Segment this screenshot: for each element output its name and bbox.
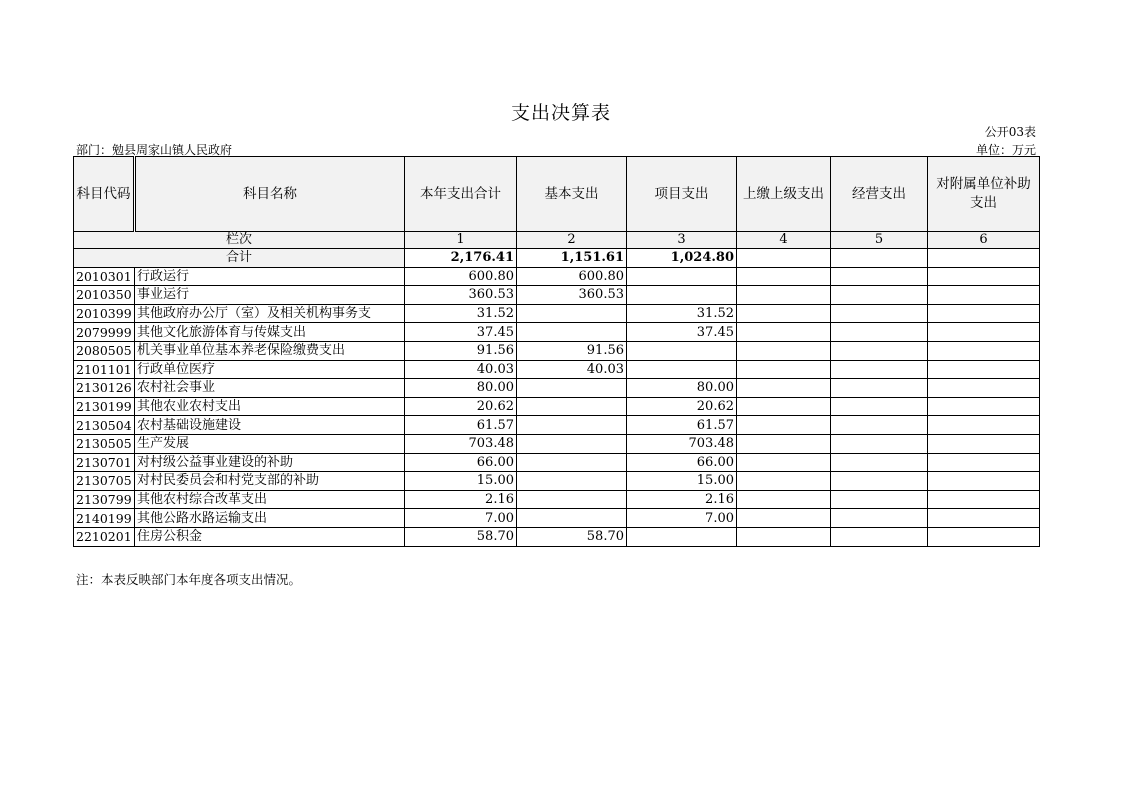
amount-cell xyxy=(928,416,1040,435)
table-row xyxy=(74,472,1040,491)
amount-cell xyxy=(517,509,627,528)
amount-cell xyxy=(517,304,627,323)
amount-cell xyxy=(627,527,737,546)
expenditure-table xyxy=(73,156,1040,547)
amount-cell xyxy=(517,453,627,472)
subject-name: 农村社会事业 xyxy=(135,379,405,398)
subject-name: 其他文化旅游体育与传媒支出 xyxy=(135,323,405,342)
amount-cell xyxy=(831,304,928,323)
header-subsidy: 对附属单位补助支出 xyxy=(928,157,1040,232)
total-row xyxy=(74,249,1040,268)
table-row xyxy=(74,397,1040,416)
amount-cell xyxy=(737,509,831,528)
table-row xyxy=(74,341,1040,360)
amount-cell: 20.62 xyxy=(627,397,737,416)
amount-cell: 600.80 xyxy=(405,267,517,286)
amount-cell xyxy=(737,341,831,360)
header-name: 科目名称 xyxy=(135,157,405,232)
table-row xyxy=(74,453,1040,472)
total-value: 2,176.41 xyxy=(405,249,517,268)
table-row xyxy=(74,360,1040,379)
amount-cell xyxy=(737,490,831,509)
amount-cell: 80.00 xyxy=(405,379,517,398)
header-project: 项目支出 xyxy=(627,157,737,232)
header-business: 经营支出 xyxy=(831,157,928,232)
subject-name: 其他农村综合改革支出 xyxy=(135,490,405,509)
lanci-col: 6 xyxy=(928,232,1040,249)
subject-code: 2130504 xyxy=(74,416,135,435)
amount-cell: 61.57 xyxy=(627,416,737,435)
total-value: 1,151.61 xyxy=(517,249,627,268)
subject-name: 农村基础设施建设 xyxy=(135,416,405,435)
amount-cell xyxy=(831,379,928,398)
subject-name: 其他农业农村支出 xyxy=(135,397,405,416)
amount-cell: 40.03 xyxy=(405,360,517,379)
amount-cell xyxy=(928,527,1040,546)
subject-name: 其他公路水路运输支出 xyxy=(135,509,405,528)
amount-cell: 7.00 xyxy=(627,509,737,528)
amount-cell: 37.45 xyxy=(405,323,517,342)
amount-cell xyxy=(737,267,831,286)
amount-cell xyxy=(517,472,627,491)
page-title: 支出决算表 xyxy=(510,102,611,124)
table-row xyxy=(74,434,1040,453)
subject-code: 2130701 xyxy=(74,453,135,472)
amount-cell: 61.57 xyxy=(405,416,517,435)
lanci-row xyxy=(74,232,1040,249)
table-row xyxy=(74,323,1040,342)
subject-code: 2130126 xyxy=(74,379,135,398)
total-value xyxy=(831,249,928,268)
subject-code: 2010301 xyxy=(74,267,135,286)
subject-code: 2080505 xyxy=(74,341,135,360)
amount-cell xyxy=(831,341,928,360)
amount-cell xyxy=(737,286,831,305)
subject-name: 其他政府办公厅（室）及相关机构事务支 xyxy=(135,304,405,323)
amount-cell: 2.16 xyxy=(405,490,517,509)
amount-cell xyxy=(928,323,1040,342)
amount-cell xyxy=(831,509,928,528)
subject-code: 2079999 xyxy=(74,323,135,342)
amount-cell: 360.53 xyxy=(405,286,517,305)
amount-cell: 20.62 xyxy=(405,397,517,416)
table-row xyxy=(74,416,1040,435)
amount-cell xyxy=(928,509,1040,528)
amount-cell xyxy=(737,416,831,435)
amount-cell xyxy=(517,416,627,435)
lanci-col: 5 xyxy=(831,232,928,249)
subject-name: 机关事业单位基本养老保险缴费支出 xyxy=(135,341,405,360)
subject-code: 2130199 xyxy=(74,397,135,416)
amount-cell xyxy=(928,490,1040,509)
amount-cell xyxy=(517,379,627,398)
amount-cell xyxy=(737,379,831,398)
amount-cell: 2.16 xyxy=(627,490,737,509)
subject-code: 2130799 xyxy=(74,490,135,509)
subject-name: 行政单位医疗 xyxy=(135,360,405,379)
subject-code: 2010350 xyxy=(74,286,135,305)
lanci-col: 1 xyxy=(405,232,517,249)
lanci-label: 栏次 xyxy=(74,232,405,249)
amount-cell: 37.45 xyxy=(627,323,737,342)
header-upper: 上缴上级支出 xyxy=(737,157,831,232)
amount-cell: 703.48 xyxy=(405,434,517,453)
amount-cell: 91.56 xyxy=(517,341,627,360)
amount-cell: 15.00 xyxy=(405,472,517,491)
total-label: 合计 xyxy=(74,249,405,268)
table-row xyxy=(74,490,1040,509)
amount-cell xyxy=(737,453,831,472)
header-total: 本年支出合计 xyxy=(405,157,517,232)
subject-code: 2101101 xyxy=(74,360,135,379)
subject-code: 2210201 xyxy=(74,527,135,546)
lanci-col: 4 xyxy=(737,232,831,249)
table-row xyxy=(74,509,1040,528)
amount-cell xyxy=(737,304,831,323)
amount-cell: 31.52 xyxy=(405,304,517,323)
total-value xyxy=(928,249,1040,268)
amount-cell xyxy=(831,397,928,416)
amount-cell xyxy=(737,434,831,453)
amount-cell xyxy=(627,341,737,360)
amount-cell: 31.52 xyxy=(627,304,737,323)
amount-cell: 66.00 xyxy=(405,453,517,472)
amount-cell xyxy=(831,416,928,435)
amount-cell xyxy=(928,434,1040,453)
amount-cell xyxy=(737,360,831,379)
subject-name: 对村民委员会和村党支部的补助 xyxy=(135,472,405,491)
subject-code: 2010399 xyxy=(74,304,135,323)
amount-cell xyxy=(831,527,928,546)
amount-cell xyxy=(831,267,928,286)
subject-name: 行政运行 xyxy=(135,267,405,286)
amount-cell xyxy=(517,323,627,342)
subject-name: 住房公积金 xyxy=(135,527,405,546)
lanci-col: 3 xyxy=(627,232,737,249)
table-row xyxy=(74,527,1040,546)
header-code: 科目代码 xyxy=(74,157,135,232)
amount-cell: 58.70 xyxy=(405,527,517,546)
amount-cell xyxy=(831,323,928,342)
amount-cell xyxy=(737,397,831,416)
amount-cell xyxy=(627,286,737,305)
amount-cell: 80.00 xyxy=(627,379,737,398)
amount-cell xyxy=(928,472,1040,491)
subject-name: 事业运行 xyxy=(135,286,405,305)
amount-cell xyxy=(737,472,831,491)
amount-cell xyxy=(831,434,928,453)
amount-cell: 360.53 xyxy=(517,286,627,305)
amount-cell xyxy=(517,490,627,509)
amount-cell xyxy=(831,360,928,379)
amount-cell: 91.56 xyxy=(405,341,517,360)
amount-cell xyxy=(928,397,1040,416)
footnote: 注：本表反映部门本年度各项支出情况。 xyxy=(76,572,302,587)
amount-cell xyxy=(928,453,1040,472)
header-basic: 基本支出 xyxy=(517,157,627,232)
amount-cell xyxy=(737,527,831,546)
amount-cell: 15.00 xyxy=(627,472,737,491)
amount-cell: 40.03 xyxy=(517,360,627,379)
subject-code: 2130505 xyxy=(74,434,135,453)
amount-cell: 7.00 xyxy=(405,509,517,528)
amount-cell xyxy=(928,360,1040,379)
total-value: 1,024.80 xyxy=(627,249,737,268)
amount-cell xyxy=(517,397,627,416)
table-row xyxy=(74,286,1040,305)
amount-cell: 600.80 xyxy=(517,267,627,286)
total-value xyxy=(737,249,831,268)
unit-label: 单位：万元 xyxy=(975,143,1036,157)
amount-cell xyxy=(928,379,1040,398)
amount-cell xyxy=(831,472,928,491)
amount-cell xyxy=(831,286,928,305)
amount-cell xyxy=(737,323,831,342)
table-row xyxy=(74,379,1040,398)
amount-cell: 703.48 xyxy=(627,434,737,453)
subject-name: 生产发展 xyxy=(135,434,405,453)
form-code: 公开03表 xyxy=(984,125,1036,139)
department-label: 部门：勉县周家山镇人民政府 xyxy=(76,143,233,157)
amount-cell: 66.00 xyxy=(627,453,737,472)
amount-cell xyxy=(831,453,928,472)
subject-code: 2130705 xyxy=(74,472,135,491)
lanci-col: 2 xyxy=(517,232,627,249)
amount-cell xyxy=(627,360,737,379)
amount-cell xyxy=(517,434,627,453)
subject-name: 对村级公益事业建设的补助 xyxy=(135,453,405,472)
header-row xyxy=(74,157,1040,232)
amount-cell xyxy=(928,286,1040,305)
table-row xyxy=(74,267,1040,286)
subject-code: 2140199 xyxy=(74,509,135,528)
table-row xyxy=(74,304,1040,323)
amount-cell: 58.70 xyxy=(517,527,627,546)
amount-cell xyxy=(928,304,1040,323)
amount-cell xyxy=(928,341,1040,360)
amount-cell xyxy=(928,267,1040,286)
amount-cell xyxy=(627,267,737,286)
amount-cell xyxy=(831,490,928,509)
